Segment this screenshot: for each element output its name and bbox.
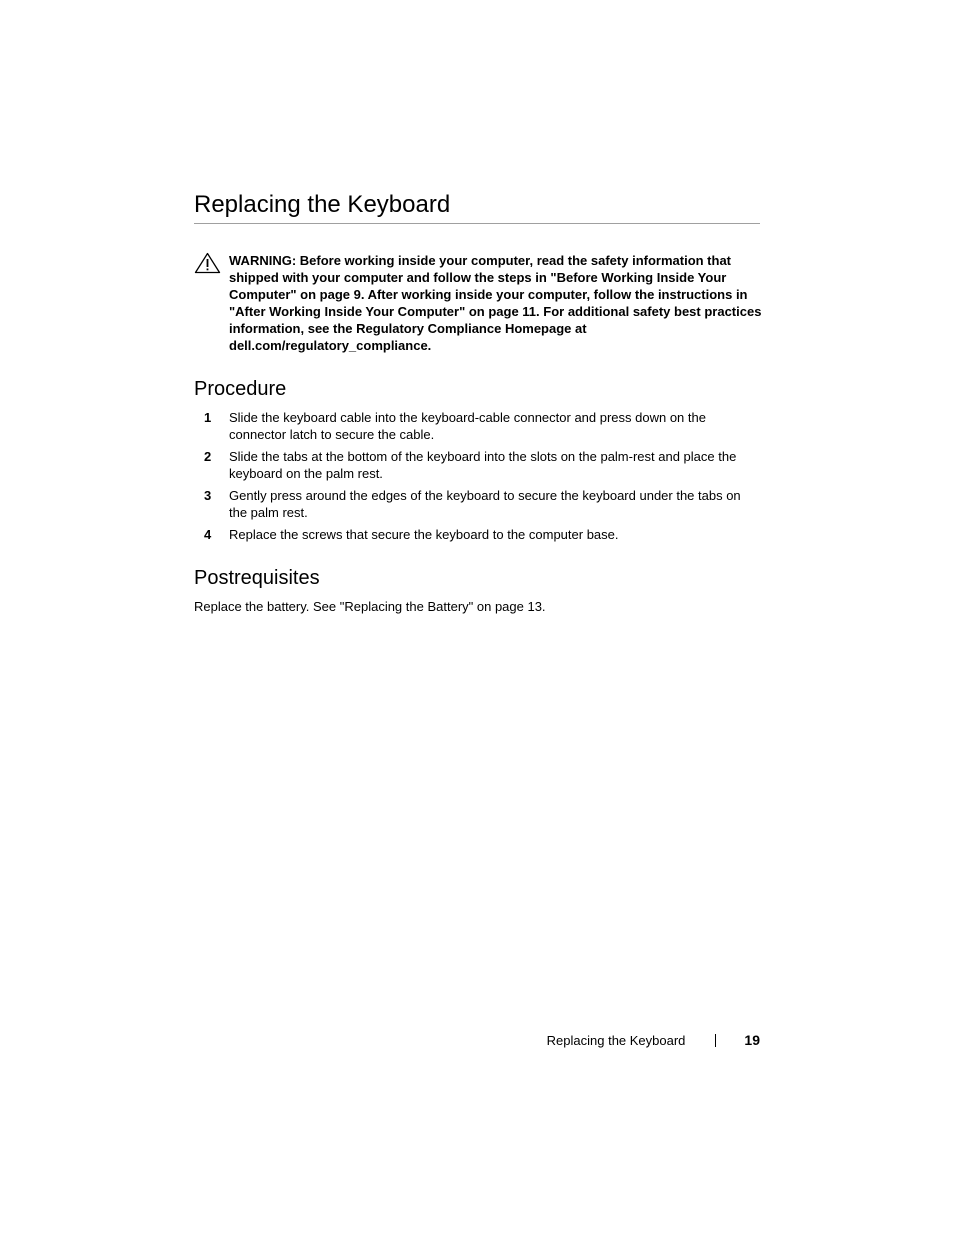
postrequisites-text: Replace the battery. See "Replacing the Battery" on page 13. [194, 599, 546, 614]
page-footer [547, 1032, 760, 1049]
step-text: Gently press around the edges of the keyboard to secure the keyboard under the tabs on the palm rest. [229, 488, 741, 520]
warning-triangle-icon [194, 252, 221, 274]
page-title: Replacing the Keyboard [194, 190, 760, 224]
step-text: Slide the tabs at the bottom of the keyboard into the slots on the palm-rest and place the keyboard on the palm rest. [229, 449, 737, 481]
procedure-step [194, 487, 760, 521]
procedure-heading: Procedure [194, 378, 287, 400]
page-number: 19 [744, 1032, 760, 1048]
step-number: 3 [204, 488, 212, 503]
footer-title: Replacing the Keyboard [546, 1033, 686, 1048]
warning-text: WARNING: Before working inside your computer, read the safety information that shipped with your computer and follow the steps in "Before Working Inside Your Computer" on page 9. After working inside your computer, follow the instructions in "After Working Inside Your Computer" on page 11. For additional safety best practices information, see the Regulatory Compliance Homepage at dell.com/regulatory_compliance. [229, 253, 762, 353]
procedure-step [194, 526, 760, 543]
step-number: 2 [204, 449, 212, 464]
step-number: 4 [204, 527, 212, 542]
postrequisites-heading: Postrequisites [194, 567, 320, 589]
procedure-steps [194, 409, 760, 548]
procedure-step [194, 448, 760, 482]
footer-separator [715, 1034, 716, 1047]
step-number: 1 [204, 410, 212, 425]
step-text: Replace the screws that secure the keyboard to the computer base. [229, 527, 619, 542]
step-text: Slide the keyboard cable into the keyboard-cable connector and press down on the connector latch to secure the cable. [229, 410, 706, 442]
procedure-step [194, 409, 760, 443]
